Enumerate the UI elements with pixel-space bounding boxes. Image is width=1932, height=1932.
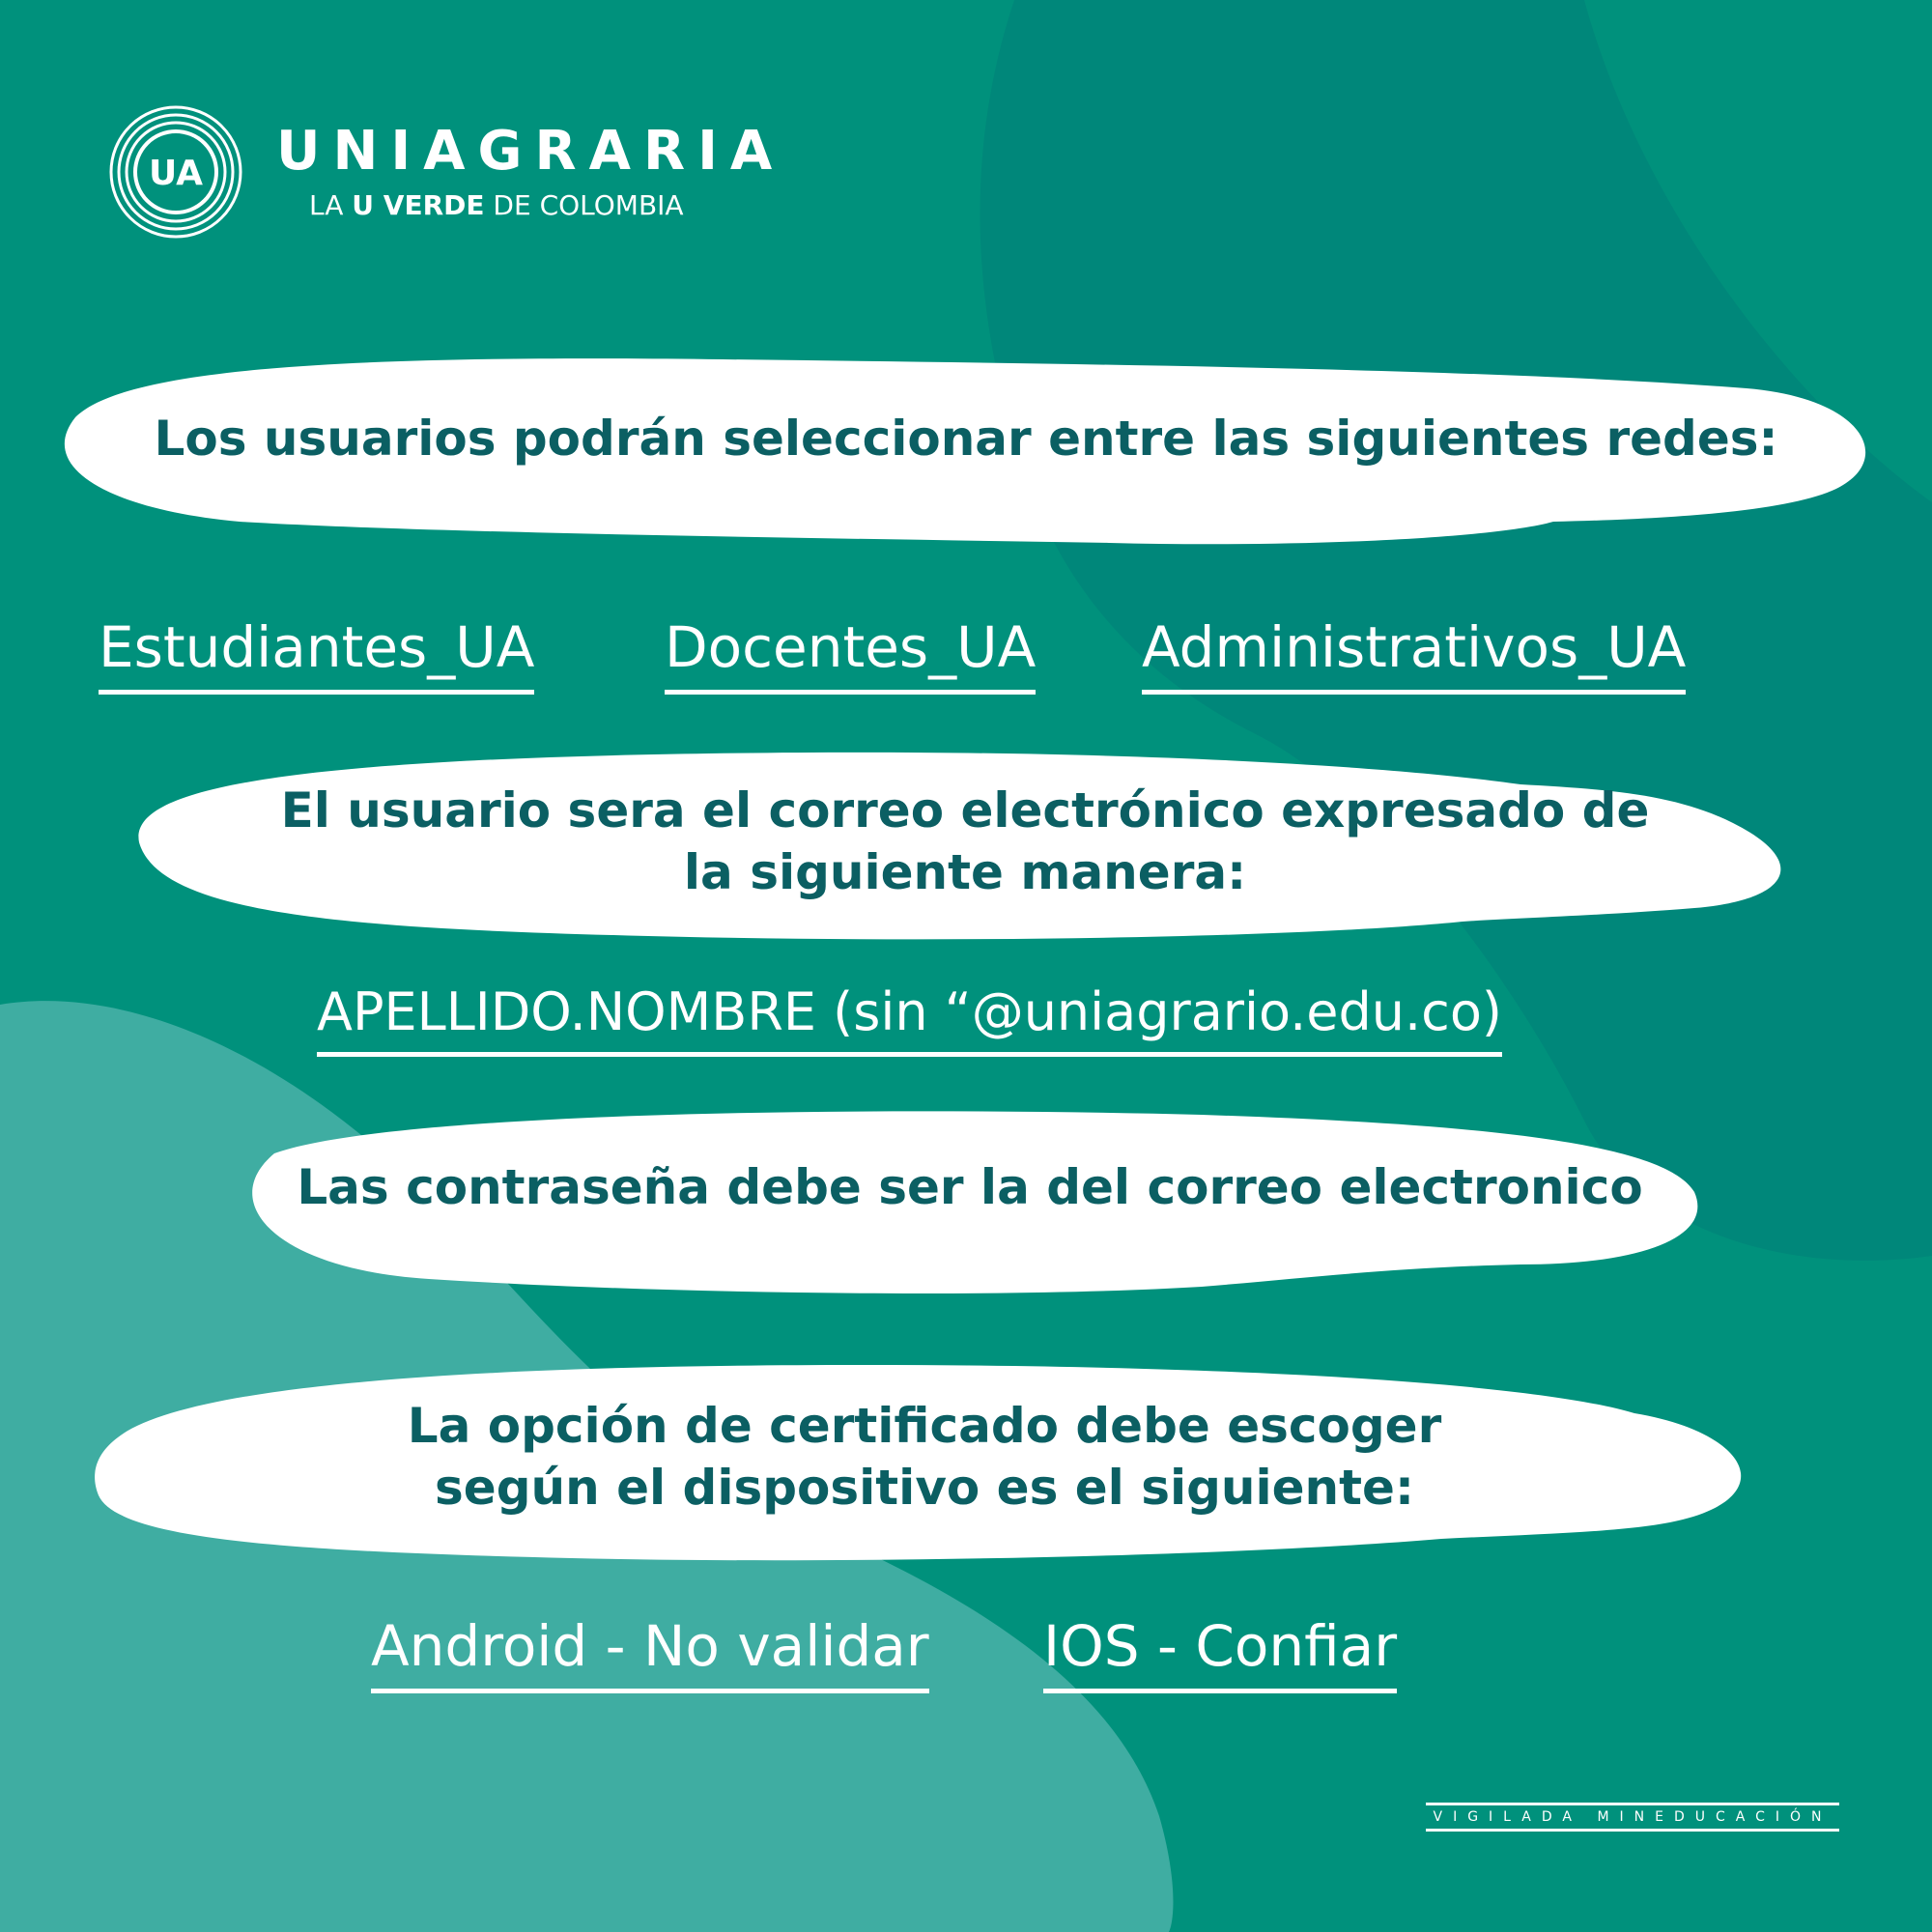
brand-tagline: LA U VERDE DE COLOMBIA [309, 189, 684, 221]
bubble-networks [46, 350, 1886, 543]
network-option-estudiantes: Estudiantes_UA [99, 614, 534, 695]
network-option-administrativos: Administrativos_UA [1142, 614, 1686, 695]
footer-text: VIGILADA MINEDUCACIÓN [1433, 1809, 1833, 1825]
uniagraria-logo-icon [108, 104, 243, 240]
bubble-password [236, 1105, 1704, 1294]
user-instruction: El usuario sera el correo electrónico expresado de la siguiente manera: [280, 782, 1650, 900]
device-option-android: Android - No validar [371, 1613, 929, 1693]
logo-letters: UA [149, 154, 203, 193]
device-option-ios: IOS - Confiar [1043, 1613, 1397, 1693]
network-option-docentes: Docentes_UA [665, 614, 1036, 695]
bubble-user [129, 746, 1801, 943]
certificate-instruction: La opción de certificado debe escoger según el dispositivo es el siguiente: [407, 1398, 1442, 1516]
footer-vigilada [1426, 1803, 1839, 1832]
bubble-certificate [89, 1360, 1760, 1565]
networks-instruction: Los usuarios podrán seleccionar entre las siguientes redes: [154, 411, 1778, 467]
user-format: APELLIDO.NOMBRE (sin “@uniagrario.edu.co) [317, 981, 1502, 1057]
brand-name: UNIAGRARIA [276, 120, 785, 183]
password-instruction: Las contraseña debe ser la del correo electronico [297, 1159, 1643, 1215]
